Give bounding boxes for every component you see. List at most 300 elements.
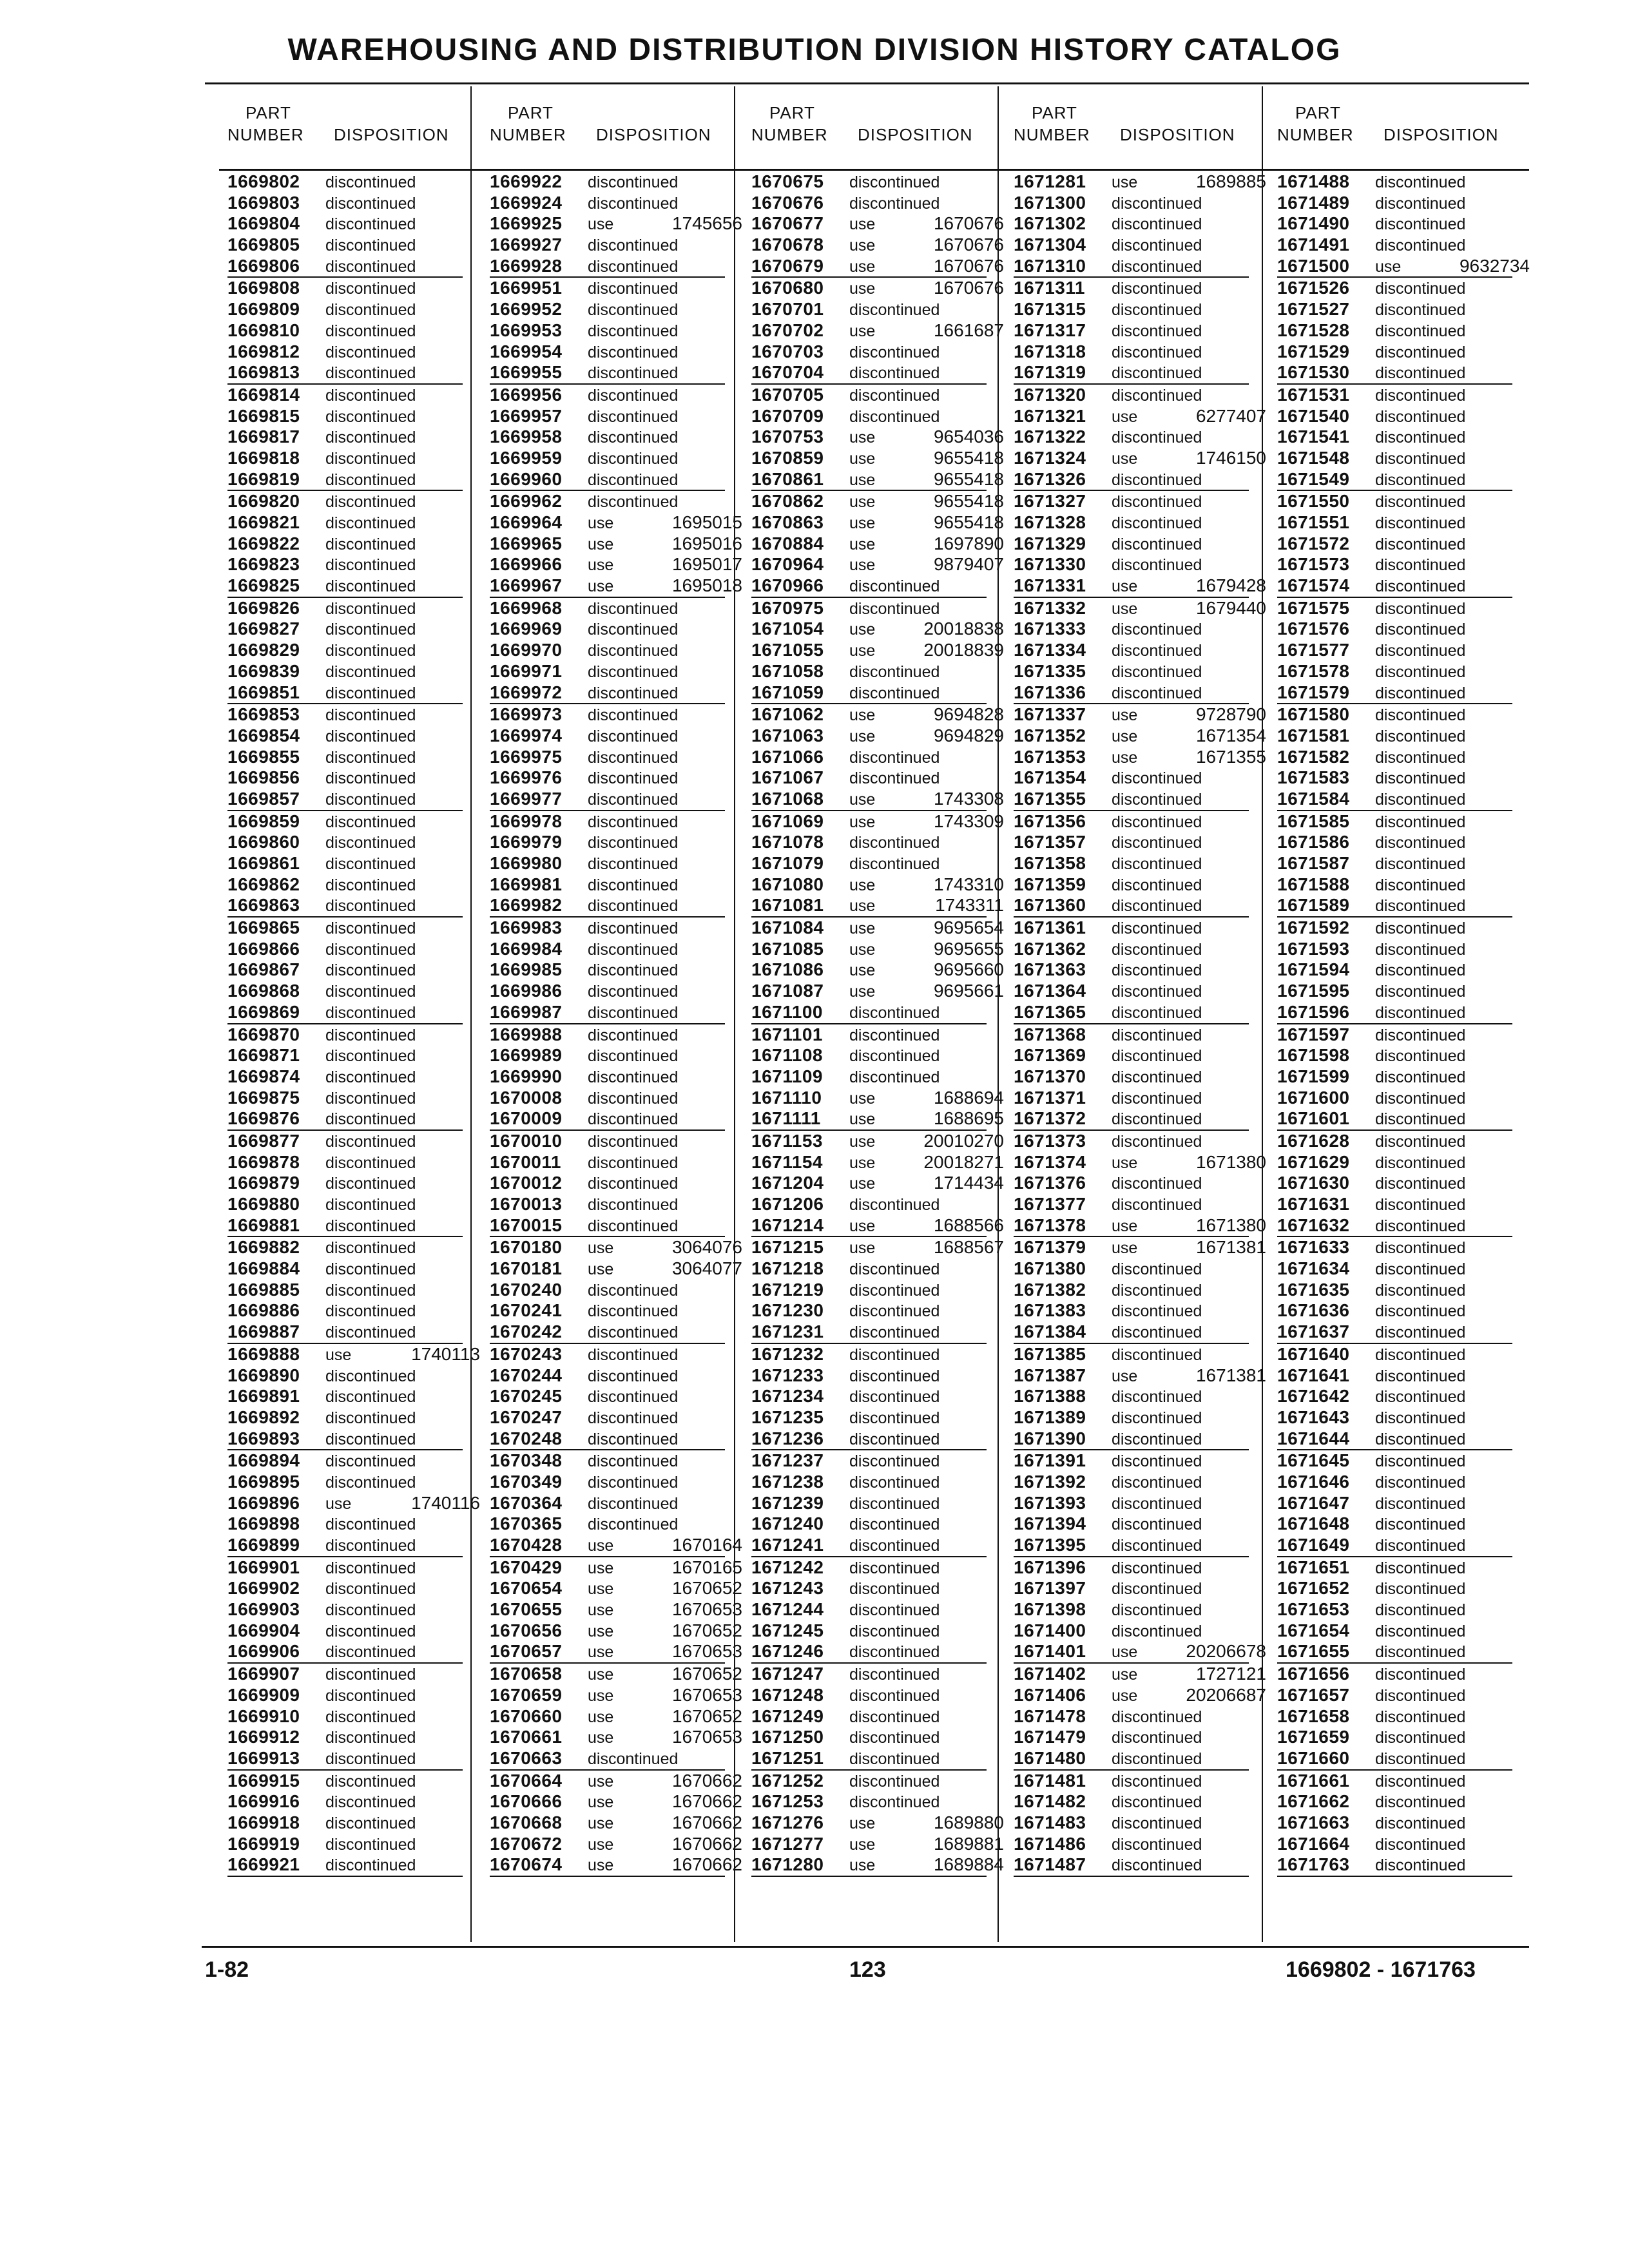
disposition: discontinued xyxy=(588,322,679,340)
part-number: 1671763 xyxy=(1277,1854,1350,1875)
disposition: discontinued xyxy=(588,257,679,276)
disposition: discontinued xyxy=(1112,1793,1202,1812)
part-number: 1671358 xyxy=(1014,853,1086,873)
part-number: 1670243 xyxy=(490,1343,563,1364)
table-row xyxy=(227,811,480,832)
part-number: 1669919 xyxy=(227,1833,300,1854)
table-row xyxy=(490,1237,742,1258)
part-number: 1669913 xyxy=(227,1747,300,1768)
part-number: 1671662 xyxy=(1277,1791,1350,1812)
table-row xyxy=(227,278,480,299)
table-row xyxy=(490,1641,742,1664)
table-row xyxy=(227,1131,480,1152)
table-row xyxy=(1014,939,1266,960)
part-number: 1671402 xyxy=(1014,1664,1086,1684)
table-row xyxy=(751,1748,987,1771)
table-row xyxy=(1277,1748,1512,1771)
part-number: 1669869 xyxy=(227,1001,300,1022)
header-part-label: PART xyxy=(769,103,815,122)
table-row xyxy=(751,1771,1004,1792)
table-row xyxy=(227,512,480,533)
table-row xyxy=(751,1791,1004,1812)
part-number: 1670709 xyxy=(751,405,824,426)
disposition: discontinued xyxy=(325,1772,416,1791)
disposition: discontinued xyxy=(849,577,940,596)
table-row xyxy=(1277,661,1512,682)
part-number: 1669909 xyxy=(227,1684,300,1705)
disposition: discontinued xyxy=(849,194,940,213)
table-row xyxy=(751,1131,1004,1152)
disposition: discontinued xyxy=(849,1323,940,1342)
table-row xyxy=(1014,1152,1266,1173)
table-row xyxy=(1277,1407,1512,1428)
table-row xyxy=(227,939,480,960)
part-number: 1669867 xyxy=(227,959,300,980)
part-number: 1671656 xyxy=(1277,1664,1350,1684)
disposition: use xyxy=(1112,449,1138,468)
table-row xyxy=(1277,320,1512,341)
table-row xyxy=(1277,789,1512,811)
replacement-part-number: 1670676 xyxy=(933,213,1004,234)
disposition: discontinued xyxy=(1375,470,1466,489)
table-row xyxy=(1014,1194,1266,1215)
disposition: discontinued xyxy=(1375,1793,1466,1812)
part-number: 1671592 xyxy=(1277,918,1350,938)
disposition: discontinued xyxy=(325,983,416,1001)
table-row xyxy=(1277,1812,1512,1834)
table-row xyxy=(227,1280,480,1301)
table-row xyxy=(227,1578,480,1599)
part-number: 1671597 xyxy=(1277,1024,1350,1044)
part-number: 1671319 xyxy=(1014,362,1086,383)
part-number: 1671232 xyxy=(751,1343,824,1364)
table-row xyxy=(227,619,480,640)
part-number: 1669956 xyxy=(490,384,563,405)
table-row xyxy=(1277,512,1512,533)
part-number: 1671646 xyxy=(1277,1471,1350,1492)
replacement-part-number: 20206687 xyxy=(1186,1684,1266,1705)
disposition: discontinued xyxy=(1112,1707,1202,1726)
part-number: 1669879 xyxy=(227,1173,300,1193)
table-row xyxy=(1277,1280,1512,1301)
disposition: discontinued xyxy=(1112,1003,1202,1022)
table-row xyxy=(751,1152,1004,1173)
disposition: discontinued xyxy=(1375,1601,1466,1620)
disposition: discontinued xyxy=(325,1580,416,1599)
part-number: 1670676 xyxy=(751,192,824,213)
part-number: 1671084 xyxy=(751,918,824,938)
part-number: 1671246 xyxy=(751,1641,824,1662)
disposition: use xyxy=(1112,1666,1138,1684)
part-number: 1669915 xyxy=(227,1770,300,1791)
disposition: discontinued xyxy=(588,919,679,938)
disposition: discontinued xyxy=(325,1643,416,1662)
part-number: 1671390 xyxy=(1014,1428,1086,1448)
table-row xyxy=(1014,1641,1266,1664)
disposition: discontinued xyxy=(588,1494,679,1513)
disposition: use xyxy=(849,449,876,468)
replacement-part-number: 1688694 xyxy=(933,1087,1004,1108)
disposition: use xyxy=(588,577,614,596)
part-number: 1671250 xyxy=(751,1727,824,1747)
part-number: 1671489 xyxy=(1277,192,1350,213)
part-number: 1671649 xyxy=(1277,1535,1350,1555)
row-list xyxy=(1277,171,1530,1877)
table-row xyxy=(490,1599,742,1620)
table-row xyxy=(1277,427,1512,448)
table-row xyxy=(751,1258,1004,1280)
table-row xyxy=(751,1173,1004,1194)
table-row xyxy=(1014,874,1266,896)
table-row xyxy=(1014,1854,1249,1877)
table-row xyxy=(1277,1685,1512,1706)
disposition: discontinued xyxy=(588,1430,679,1448)
table-row xyxy=(751,1535,987,1557)
table-row xyxy=(1277,213,1512,235)
replacement-part-number: 20206678 xyxy=(1186,1641,1266,1662)
table-row xyxy=(1277,1599,1512,1620)
part-number: 1671379 xyxy=(1014,1237,1086,1258)
part-number: 1670704 xyxy=(751,362,824,383)
replacement-part-number: 9632734 xyxy=(1459,255,1530,276)
table-row xyxy=(490,640,742,661)
disposition: discontinued xyxy=(1375,1430,1466,1448)
part-number: 1669853 xyxy=(227,704,300,725)
disposition: discontinued xyxy=(588,1216,679,1235)
table-row xyxy=(751,362,987,385)
disposition: discontinued xyxy=(1375,280,1466,298)
part-number: 1669825 xyxy=(227,575,300,596)
part-number: 1669966 xyxy=(490,554,563,575)
disposition: use xyxy=(588,1729,614,1747)
part-number: 1669881 xyxy=(227,1215,300,1235)
table-row xyxy=(1277,1854,1512,1877)
table-row xyxy=(490,427,742,448)
disposition: discontinued xyxy=(1112,1068,1202,1086)
part-number: 1671491 xyxy=(1277,235,1350,255)
table-row xyxy=(1277,874,1512,896)
part-number: 1671594 xyxy=(1277,959,1350,980)
table-row xyxy=(1014,1450,1266,1472)
part-number: 1671549 xyxy=(1277,468,1350,489)
replacement-part-number: 1745656 xyxy=(671,213,742,234)
disposition: discontinued xyxy=(588,301,679,320)
part-number: 1671327 xyxy=(1014,491,1086,512)
table-row xyxy=(1277,959,1512,981)
table-row xyxy=(1014,661,1266,682)
disposition: discontinued xyxy=(1112,897,1202,916)
table-row xyxy=(227,385,480,406)
part-number: 1669887 xyxy=(227,1321,300,1342)
table-row xyxy=(1014,1599,1266,1620)
part-number: 1671599 xyxy=(1277,1066,1350,1086)
disposition: discontinued xyxy=(1375,790,1466,809)
disposition: discontinued xyxy=(849,1003,940,1022)
part-number: 1671479 xyxy=(1014,1727,1086,1747)
table-row xyxy=(490,1002,725,1024)
disposition: discontinued xyxy=(588,1345,679,1364)
part-number: 1669826 xyxy=(227,597,300,618)
part-number: 1671251 xyxy=(751,1747,824,1768)
part-number: 1670661 xyxy=(490,1727,563,1747)
disposition: discontinued xyxy=(1112,1772,1202,1791)
disposition: discontinued xyxy=(1375,343,1466,361)
table-row xyxy=(1014,575,1266,598)
table-row xyxy=(1014,1428,1249,1451)
disposition: use xyxy=(849,1132,876,1151)
table-row xyxy=(751,1472,1004,1493)
part-number: 1669886 xyxy=(227,1300,300,1321)
disposition: use xyxy=(849,514,876,532)
part-number: 1670654 xyxy=(490,1578,563,1599)
table-row xyxy=(227,1472,480,1493)
disposition: discontinued xyxy=(1375,215,1466,234)
part-number: 1671371 xyxy=(1014,1087,1086,1108)
part-number: 1669866 xyxy=(227,938,300,959)
part-number: 1671574 xyxy=(1277,575,1350,596)
replacement-part-number: 1670676 xyxy=(933,235,1004,255)
disposition: discontinued xyxy=(1375,1408,1466,1427)
part-number: 1671628 xyxy=(1277,1130,1350,1151)
table-row xyxy=(1014,1088,1266,1109)
disposition: discontinued xyxy=(1112,684,1202,702)
disposition: discontinued xyxy=(1112,301,1202,320)
disposition: discontinued xyxy=(1375,1772,1466,1791)
table-row xyxy=(227,661,480,682)
part-number: 1669821 xyxy=(227,512,300,532)
part-number: 1671078 xyxy=(751,832,824,852)
table-row xyxy=(1277,278,1512,299)
disposition: use xyxy=(1112,1153,1138,1172)
table-row xyxy=(227,299,480,320)
disposition: discontinued xyxy=(325,1175,416,1193)
disposition: discontinued xyxy=(1375,535,1466,553)
disposition: discontinued xyxy=(325,470,416,489)
disposition: discontinued xyxy=(588,940,679,959)
disposition: discontinued xyxy=(1375,1494,1466,1513)
disposition: discontinued xyxy=(325,1814,416,1832)
disposition: use xyxy=(1112,1239,1138,1258)
table-row xyxy=(490,1407,742,1428)
replacement-part-number: 1743311 xyxy=(935,895,1004,916)
disposition: discontinued xyxy=(1375,1239,1466,1258)
part-number: 1670668 xyxy=(490,1812,563,1832)
replacement-part-number: 1670662 xyxy=(671,1812,742,1832)
table-row xyxy=(1277,1664,1512,1685)
part-number: 1669988 xyxy=(490,1024,563,1044)
part-number: 1669954 xyxy=(490,341,563,361)
table-row xyxy=(1277,1108,1512,1131)
table-row xyxy=(751,832,1004,853)
table-row xyxy=(490,1771,742,1792)
part-number: 1671601 xyxy=(1277,1108,1350,1129)
disposition: discontinued xyxy=(1112,1580,1202,1599)
table-row xyxy=(1014,853,1266,874)
disposition: discontinued xyxy=(325,1239,416,1258)
table-row xyxy=(227,1791,480,1812)
table-row xyxy=(1014,1215,1266,1238)
part-number: 1670975 xyxy=(751,597,824,618)
part-number: 1671087 xyxy=(751,981,824,1001)
part-number: 1671643 xyxy=(1277,1407,1350,1427)
part-number: 1669827 xyxy=(227,619,300,639)
table-row xyxy=(490,895,725,918)
table-row xyxy=(227,320,480,341)
disposition: discontinued xyxy=(1375,556,1466,575)
disposition: discontinued xyxy=(1375,1559,1466,1577)
part-number: 1669975 xyxy=(490,746,563,767)
part-number: 1670008 xyxy=(490,1087,563,1108)
disposition: discontinued xyxy=(1375,1260,1466,1279)
table-row xyxy=(751,235,1004,256)
disposition: use xyxy=(849,280,876,298)
disposition: discontinued xyxy=(325,1302,416,1321)
disposition: discontinued xyxy=(588,173,679,191)
table-row xyxy=(1014,1664,1266,1685)
disposition: discontinued xyxy=(1112,1026,1202,1044)
table-row xyxy=(751,1237,1004,1258)
part-number: 1671322 xyxy=(1014,427,1086,447)
part-number: 1671249 xyxy=(751,1706,824,1726)
table-row xyxy=(1277,832,1512,853)
disposition: use xyxy=(849,727,876,745)
part-number: 1671526 xyxy=(1277,278,1350,298)
disposition: discontinued xyxy=(325,1430,416,1448)
table-row xyxy=(1014,1344,1266,1365)
disposition: discontinued xyxy=(1112,470,1202,489)
part-number: 1671237 xyxy=(751,1450,824,1471)
replacement-part-number: 1670653 xyxy=(671,1684,742,1705)
disposition: discontinued xyxy=(588,194,679,213)
disposition: discontinued xyxy=(1375,897,1466,916)
disposition: use xyxy=(588,514,614,532)
disposition: discontinued xyxy=(325,1622,416,1640)
part-number: 1671276 xyxy=(751,1812,824,1832)
table-row xyxy=(227,1748,463,1771)
table-row xyxy=(751,171,1004,193)
table-row xyxy=(490,1024,742,1046)
part-number: 1669907 xyxy=(227,1664,300,1684)
part-number: 1671101 xyxy=(751,1024,823,1044)
disposition: discontinued xyxy=(325,1260,416,1279)
table-row xyxy=(490,789,725,811)
part-number: 1671482 xyxy=(1014,1791,1086,1812)
part-number: 1671584 xyxy=(1277,788,1350,809)
replacement-part-number: 1671355 xyxy=(1195,746,1266,767)
table-row xyxy=(490,1514,742,1535)
part-number: 1669895 xyxy=(227,1471,300,1492)
disposition: discontinued xyxy=(325,428,416,447)
disposition: use xyxy=(849,812,876,831)
table-row xyxy=(751,959,1004,981)
part-number: 1670248 xyxy=(490,1428,563,1448)
table-row xyxy=(227,1854,463,1877)
disposition: discontinued xyxy=(1375,1814,1466,1832)
table-row xyxy=(1014,362,1249,385)
table-row xyxy=(490,1365,742,1387)
table-row xyxy=(1277,1493,1512,1514)
disposition: discontinued xyxy=(325,194,416,213)
table-row xyxy=(1277,406,1512,427)
part-number: 1670180 xyxy=(490,1237,563,1258)
disposition: discontinued xyxy=(325,1068,416,1086)
disposition: discontinued xyxy=(849,343,940,361)
part-number: 1669901 xyxy=(227,1557,300,1577)
table-row xyxy=(227,1024,480,1046)
disposition: discontinued xyxy=(1375,1707,1466,1726)
disposition: use xyxy=(588,1643,614,1662)
disposition: use xyxy=(849,620,876,639)
table-row xyxy=(227,1641,463,1664)
disposition: discontinued xyxy=(588,1367,679,1385)
table-row xyxy=(1014,1493,1266,1514)
part-number: 1669969 xyxy=(490,619,563,639)
table-row xyxy=(751,213,1004,235)
disposition: use xyxy=(849,642,876,660)
table-row xyxy=(227,1002,463,1024)
part-number: 1671357 xyxy=(1014,832,1086,852)
part-number: 1671527 xyxy=(1277,299,1350,320)
table-row xyxy=(1277,1088,1512,1109)
disposition: discontinued xyxy=(325,684,416,702)
disposition: discontinued xyxy=(849,1537,940,1555)
part-number: 1670674 xyxy=(490,1854,563,1875)
part-number: 1671063 xyxy=(751,725,824,745)
part-number: 1671384 xyxy=(1014,1321,1086,1342)
table-row xyxy=(1277,1344,1512,1365)
part-number: 1671600 xyxy=(1277,1087,1350,1108)
disposition: discontinued xyxy=(849,1559,940,1577)
disposition: discontinued xyxy=(588,1132,679,1151)
part-number: 1671108 xyxy=(751,1045,823,1066)
replacement-part-number: 1670662 xyxy=(671,1770,742,1791)
table-row xyxy=(751,1557,1004,1579)
table-row xyxy=(490,1620,742,1642)
disposition: discontinued xyxy=(588,386,679,405)
table-row xyxy=(490,278,742,299)
table-row xyxy=(1277,362,1512,385)
table-row xyxy=(1014,704,1266,726)
disposition: discontinued xyxy=(325,1707,416,1726)
table-row xyxy=(1277,575,1512,598)
part-number: 1669854 xyxy=(227,725,300,745)
table-row xyxy=(490,1834,742,1855)
table-row xyxy=(751,1641,987,1664)
part-number: 1669968 xyxy=(490,597,563,618)
table-row xyxy=(751,1664,1004,1685)
disposition: discontinued xyxy=(849,1452,940,1471)
disposition: discontinued xyxy=(588,1323,679,1342)
part-number: 1669884 xyxy=(227,1258,300,1279)
part-number: 1671478 xyxy=(1014,1706,1086,1726)
table-row xyxy=(751,1365,1004,1387)
table-row xyxy=(490,575,742,598)
title-rule xyxy=(205,82,1529,84)
disposition: discontinued xyxy=(1112,535,1202,553)
disposition: discontinued xyxy=(1375,642,1466,660)
table-row xyxy=(1277,1450,1512,1472)
part-number: 1669921 xyxy=(227,1854,300,1875)
disposition: discontinued xyxy=(1112,1473,1202,1492)
part-number: 1671058 xyxy=(751,660,824,681)
header-rule xyxy=(219,169,1529,171)
header-part-label: PART xyxy=(1032,103,1077,122)
replacement-part-number: 9694829 xyxy=(933,725,1004,745)
table-row xyxy=(751,1215,1004,1238)
disposition: use xyxy=(849,1856,876,1875)
part-number: 1671214 xyxy=(751,1215,824,1235)
disposition: use xyxy=(1112,1216,1138,1235)
